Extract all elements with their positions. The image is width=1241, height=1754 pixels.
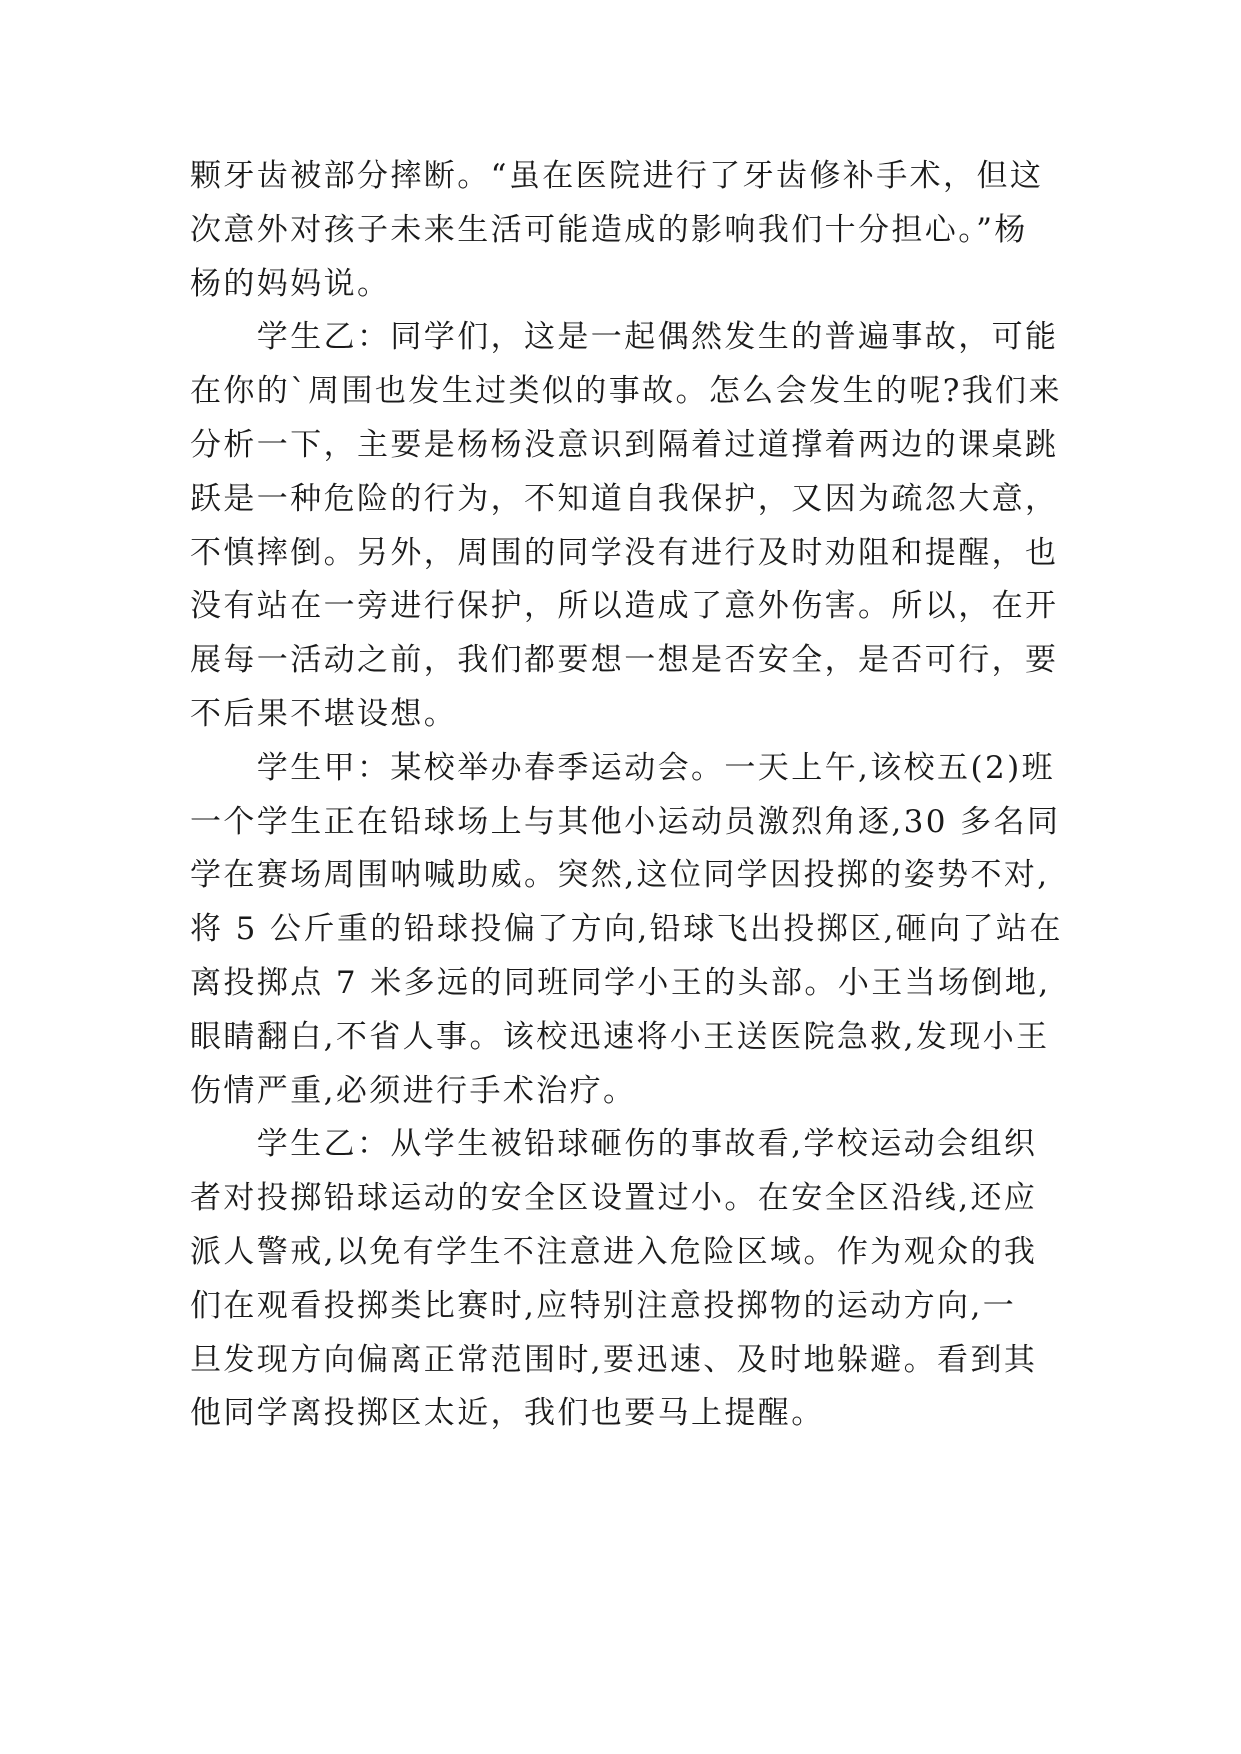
text-line: 眼睛翻白,不省人事。该校迅速将小王送医院急救,发现小王 (190, 1018, 1050, 1055)
text-line: 展每一活动之前，我们都要想一想是否安全，是否可行，要 (190, 642, 1059, 679)
text-line: 将 5 公斤重的铅球投偏了方向,铅球飞出投掷区,砸向了站在 (190, 911, 1063, 948)
paragraph-student-b-analysis-1 (190, 311, 1062, 741)
text-line: 他同学离投掷区太近，我们也要马上提醒。 (190, 1395, 825, 1432)
text-line: 学生乙：同学们，这是一起偶然发生的普遍事故，可能 (190, 319, 1059, 356)
paragraph-student-a-shotput-story (190, 742, 1063, 1119)
text-line: 分析一下，主要是杨杨没意识到隔着过道撑着两边的课桌跳 (190, 426, 1059, 463)
text-line: 学生乙：从学生被铅球砸伤的事故看,学校运动会组织 (190, 1126, 1038, 1163)
text-line: 跃是一种危险的行为，不知道自我保护，又因为疏忽大意， (190, 480, 1059, 517)
text-line: 次意外对孩子未来生活可能造成的影响我们十分担心。”杨 (190, 211, 1028, 248)
text-line: 不慎摔倒。另外，周围的同学没有进行及时劝阻和提醒，也 (190, 534, 1059, 571)
text-line: 学在赛场周围呐喊助威。突然,这位同学因投掷的姿势不对, (190, 857, 1050, 894)
text-line: 旦发现方向偏离正常范围时,要迅速、及时地躲避。看到其 (190, 1341, 1038, 1378)
paragraph-parent-quote (190, 150, 1050, 311)
text-line: 离投掷点 7 米多远的同班同学小王的头部。小王当场倒地, (190, 964, 1051, 1001)
text-line: 们在观看投掷类比赛时,应特别注意投掷物的运动方向,一 (190, 1287, 1017, 1324)
text-line: 杨的妈妈说。 (190, 265, 391, 302)
text-line: 没有站在一旁进行保护，所以造成了意外伤害。所以，在开 (190, 588, 1059, 625)
text-line: 颗牙齿被部分摔断。“虽在医院进行了牙齿修补手术，但这 (190, 158, 1044, 194)
document-body (190, 150, 1063, 1441)
text-line: 派人警戒,以免有学生不注意进入危险区域。作为观众的我 (190, 1233, 1038, 1270)
text-line: 不后果不堪设想。 (190, 695, 458, 732)
text-line: 一个学生正在铅球场上与其他小运动员激烈角逐,30 多名同 (190, 803, 1061, 840)
text-line: 在你的`周围也发生过类似的事故。怎么会发生的呢?我们来 (190, 373, 1062, 410)
paragraph-student-b-analysis-2 (190, 1118, 1050, 1441)
text-line: 学生甲：某校举办春季运动会。一天上午,该校五(2)班 (190, 749, 1055, 786)
text-line: 者对投掷铅球运动的安全区设置过小。在安全区沿线,还应 (190, 1180, 1038, 1217)
text-line: 伤情严重,必须进行手术治疗。 (190, 1072, 637, 1109)
